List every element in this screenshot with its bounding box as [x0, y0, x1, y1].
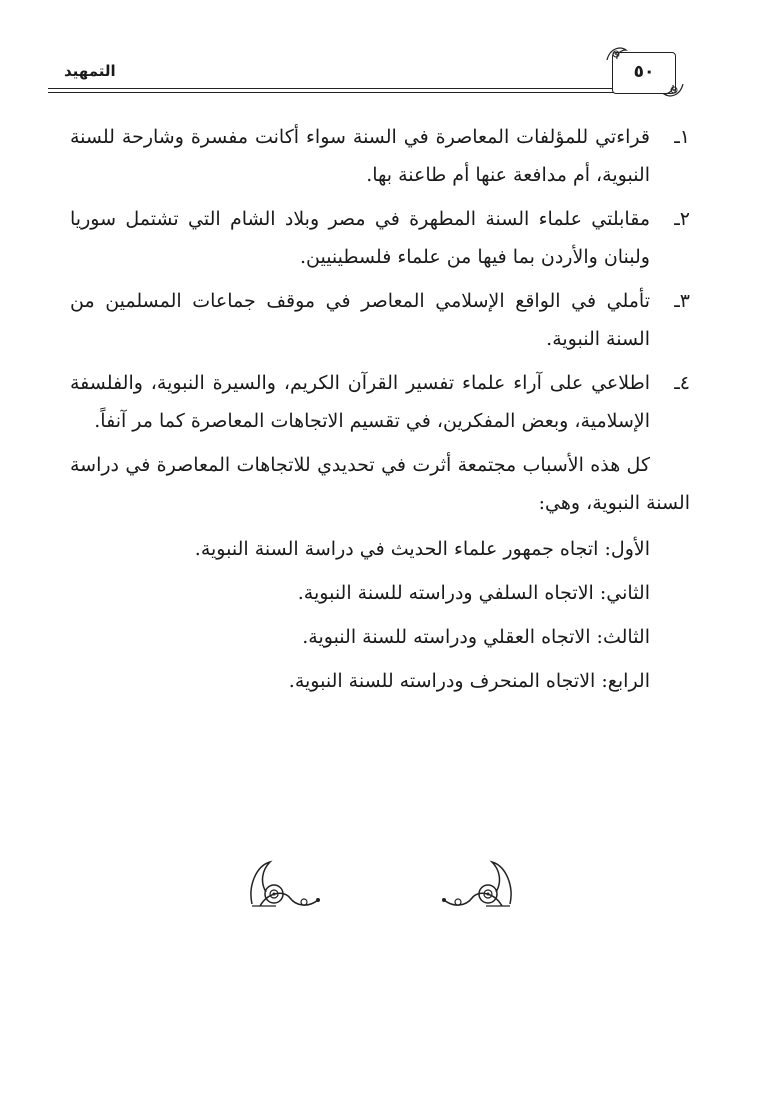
list-item [70, 200, 690, 276]
trend-item: الأول: اتجاه جمهور علماء الحديث في دراسة السنة النبوية. [194, 538, 650, 560]
left-end-ornament-icon [246, 856, 326, 912]
top-corner-flourish-icon [604, 42, 630, 64]
list-item-text: قراءتي للمؤلفات المعاصرة في السنة سواء أكانت مفسرة وشارحة للسنة النبوية، أم مدافعة عنها أم طاعنة بها. [70, 126, 650, 186]
trend-item: الثالث: الاتجاه العقلي ودراسته للسنة النبوية. [302, 626, 650, 648]
list-item-text: اطلاعي على آراء علماء تفسير القرآن الكريم، والسيرة النبوية، والفلسفة الإسلامية، وبعض المفكرين، في تقسيم الاتجاهات المعاصرة كما مر آنفاً. [70, 372, 650, 432]
list-item [70, 118, 690, 194]
list-item-number: ١ـ [674, 126, 690, 148]
summary-paragraph: كل هذه الأسباب مجتمعة أثرت في تحديدي للاتجاهات المعاصرة في دراسة السنة النبوية، وهي: [70, 454, 690, 514]
header-rule [48, 88, 620, 89]
header-rule-secondary [48, 92, 620, 93]
list-item [70, 364, 690, 440]
list-item [70, 282, 690, 358]
list-item-text: مقابلتي علماء السنة المطهرة في مصر وبلاد الشام التي تشتمل سوريا ولبنان والأردن بما فيها من علماء فلسطينيين. [70, 208, 650, 268]
list-item-number: ٢ـ [674, 208, 690, 230]
list-item-text: تأملي في الواقع الإسلامي المعاصر في موقف جماعات المسلمين من السنة النبوية. [70, 290, 650, 350]
trend-item: الرابع: الاتجاه المنحرف ودراسته للسنة النبوية. [288, 670, 650, 692]
list-item-number: ٣ـ [674, 290, 690, 312]
bottom-corner-flourish-icon [660, 80, 686, 102]
right-end-ornament-icon [436, 856, 516, 912]
trend-item: الثاني: الاتجاه السلفي ودراسته للسنة النبوية. [297, 582, 650, 604]
page-number: ٥٠ [633, 62, 655, 82]
page-body [70, 118, 690, 706]
section-title: التمهيد [64, 62, 116, 80]
list-item-number: ٤ـ [674, 372, 690, 394]
